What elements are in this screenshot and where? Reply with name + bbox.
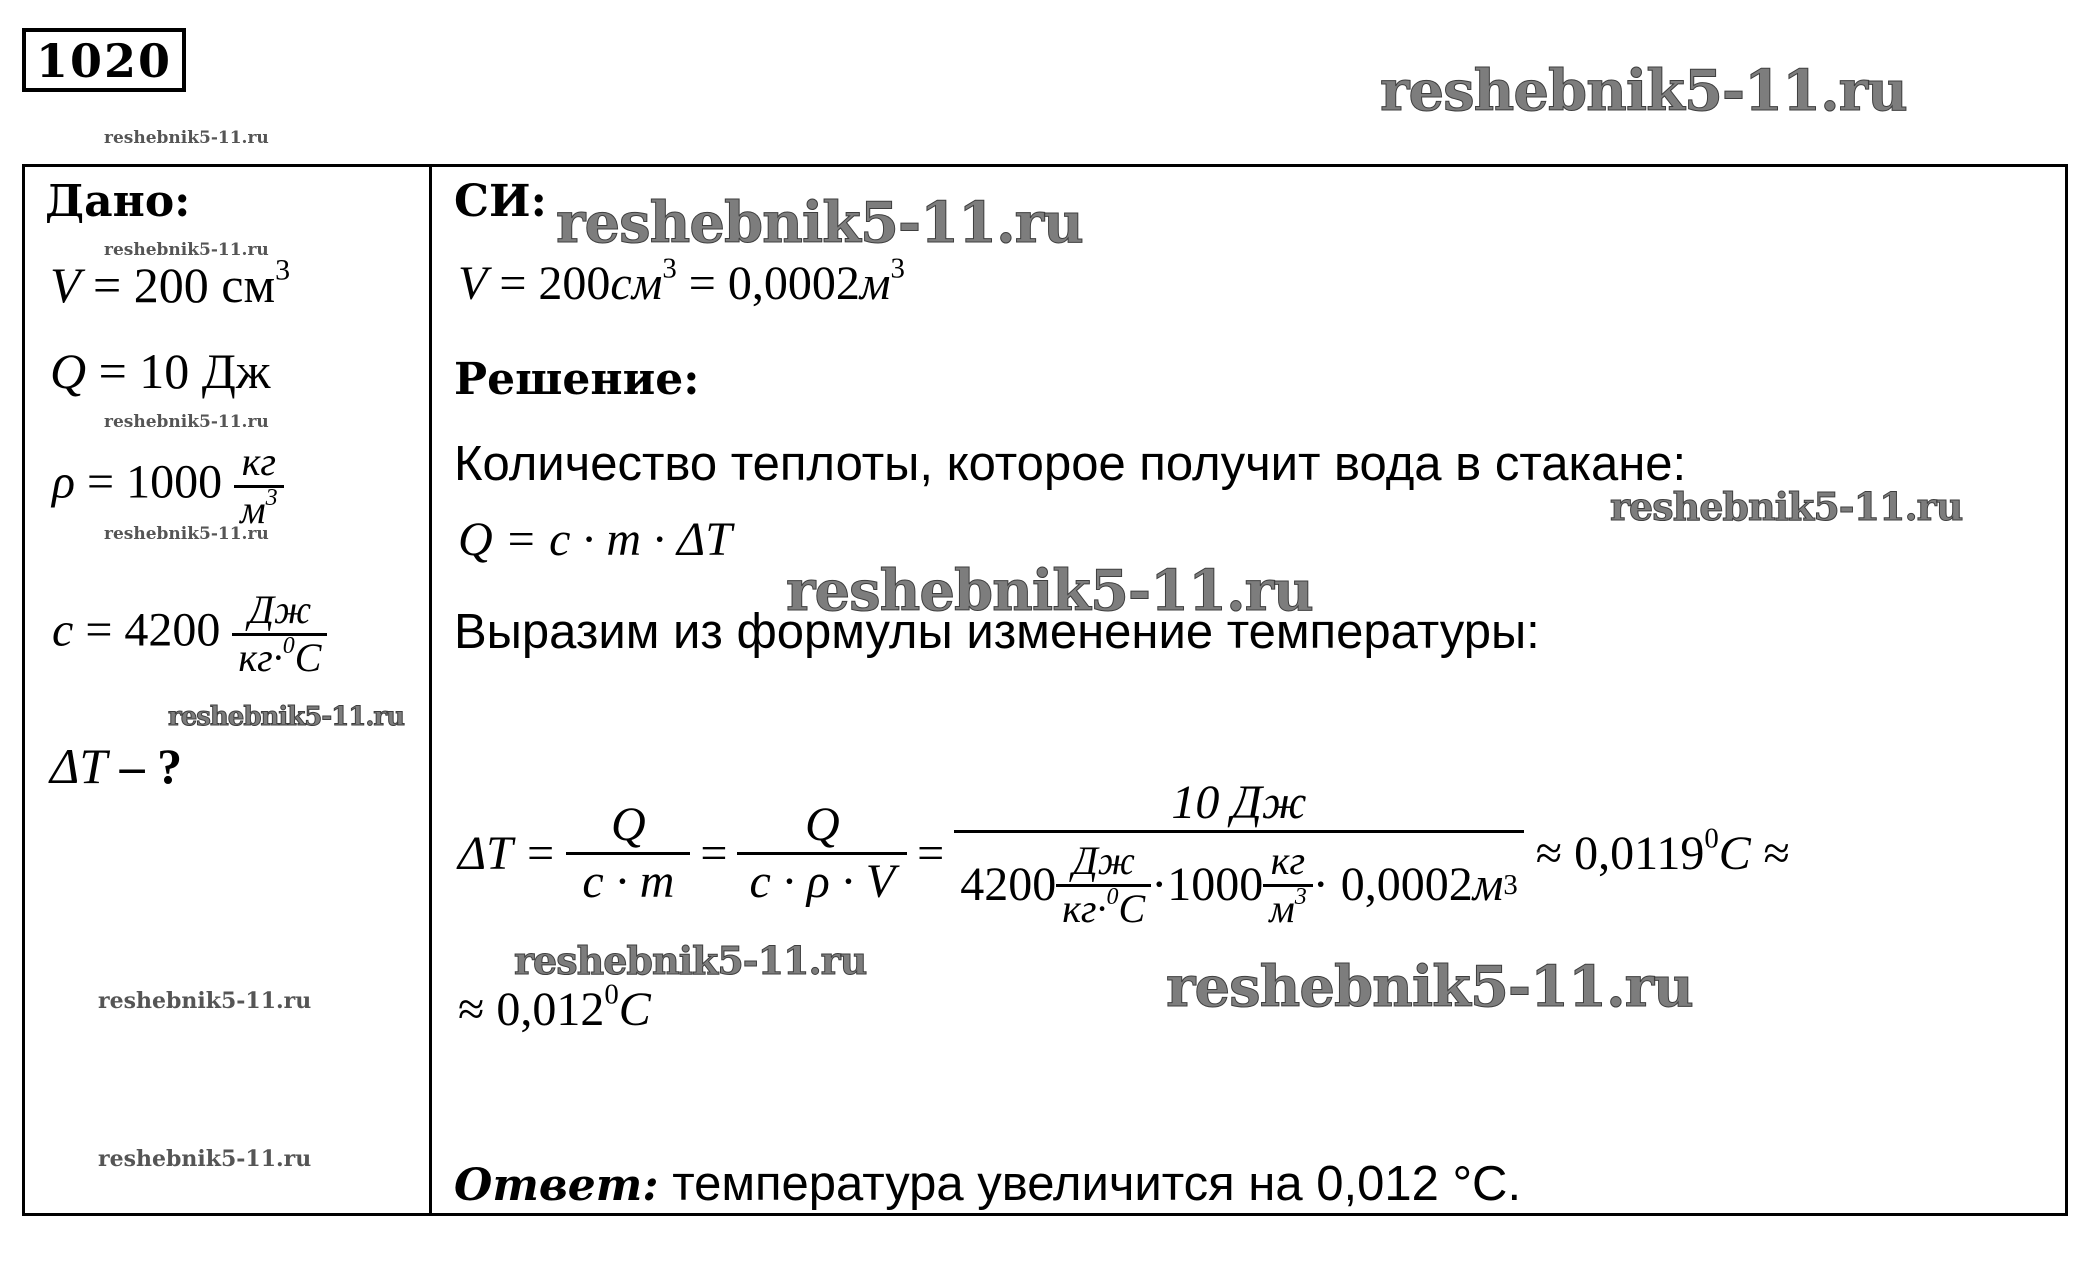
watermark: reshebnik5-11.ru [1166, 954, 1693, 1020]
solution-heading: Решение: [454, 354, 700, 405]
column-divider [429, 164, 432, 1216]
given-heading: Дано: [45, 176, 191, 227]
given-density: ρ = 1000 $\frac{кг}{м^3}$ [52, 440, 284, 533]
formula-heat: Q = c · m · ΔT [458, 513, 732, 566]
watermark: reshebnik5-11.ru [104, 128, 269, 148]
si-heading: СИ: [454, 176, 547, 227]
answer: Ответ: температура увеличится на 0,012 °С. [454, 1157, 1522, 1211]
watermark: reshebnik5-11.ru [1380, 58, 1907, 124]
watermark: reshebnik5-11.ru [98, 988, 312, 1014]
solution-text-heat: Количество теплоты, которое получит вода в стакане: [454, 437, 1687, 491]
watermark: reshebnik5-11.ru [556, 190, 1083, 256]
watermark: reshebnik5-11.ru [1610, 484, 1963, 529]
watermark: reshebnik5-11.ru [98, 1146, 312, 1172]
given-heat: Q = 10 Дж [50, 343, 271, 399]
given-unknown: ΔT – ? [50, 738, 183, 794]
watermark: reshebnik5-11.ru [786, 558, 1313, 624]
formula-delta-t: ΔT = $\frac{Q}{c \cdot m}$ = $\frac{Q}{c \cdot \rho \cdot V}$ = 10 Дж 4200 $\frac{Дж}{кг\cdot^0C}$ ·1000 $\frac{кг}{м^3}$ · 0,0002 м 3 ≈ $0,0119^0C$ ≈ [458, 776, 1790, 931]
problem-number: 1020 [22, 28, 186, 92]
given-capacity: c = 4200 $\frac{Дж}{кг\cdot^0C}$ [52, 588, 327, 681]
watermark: reshebnik5-11.ru [104, 524, 269, 544]
watermark: reshebnik5-11.ru [104, 240, 269, 260]
content-table [22, 164, 2068, 1216]
formula-result: ≈ $0,012^0C$ [458, 978, 651, 1036]
watermark: reshebnik5-11.ru [168, 702, 405, 732]
watermark: reshebnik5-11.ru [514, 938, 867, 983]
solution-text-express: Выразим из формулы изменение температуры: [454, 605, 1540, 659]
watermark: reshebnik5-11.ru [104, 412, 269, 432]
si-conversion: $V = 200см^3 = 0,0002м^3$ [458, 252, 905, 310]
given-volume: V = 200 $см^3$ [50, 253, 291, 313]
